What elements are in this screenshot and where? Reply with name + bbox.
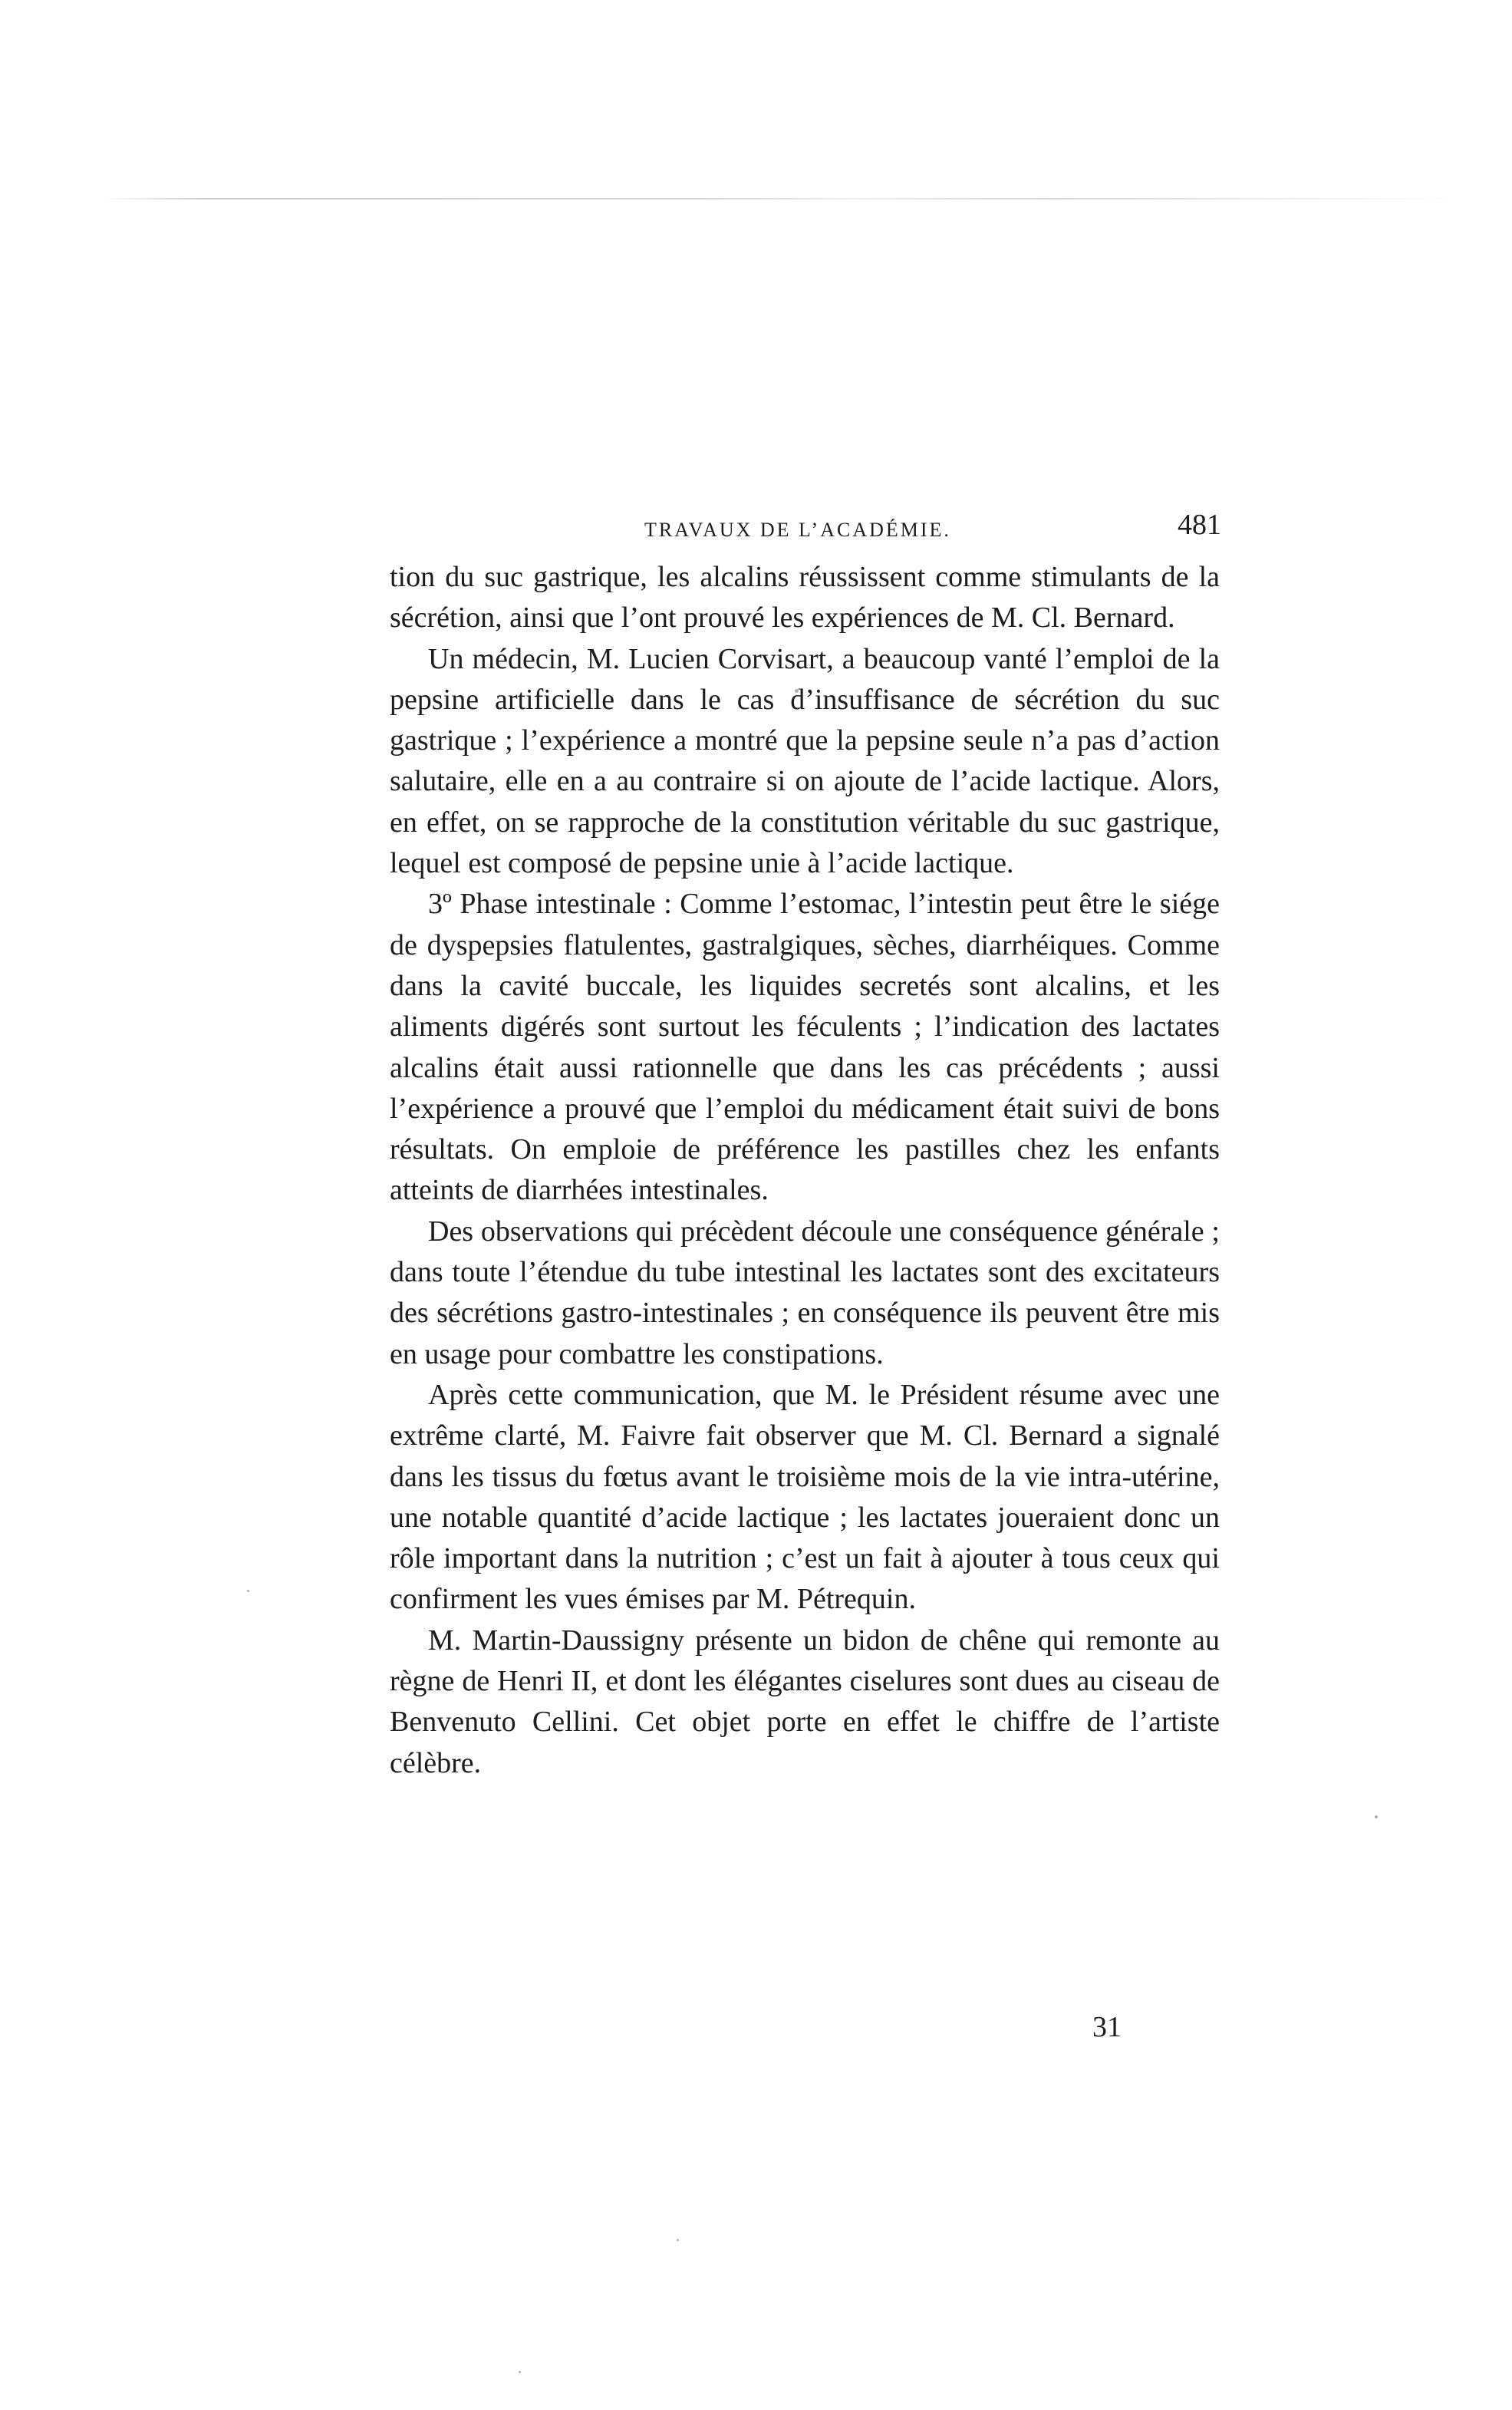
scan-artifact-line: [100, 198, 1465, 199]
scan-speck: [1375, 1815, 1378, 1818]
page-number: 481: [1178, 509, 1221, 541]
paragraph-continuation: tion du suc gastrique, les alcalins réussissent comme stimulants de la sécrétion, ainsi que l’ont prouvé les expériences de M. Cl. Bernard.: [390, 561, 1220, 635]
body-text: [390, 557, 1220, 1784]
scan-speck: [519, 2371, 521, 2373]
scan-speck: [677, 2239, 679, 2241]
scan-speck: [795, 689, 799, 693]
paragraph-corvisart: Un médecin, M. Lucien Corvisart, a beaucoup vanté l’emploi de la pepsine artificielle dans le cas d’insuffisance de sécrétion du suc gastrique ; l’expérience a montré que la pepsine seule n’a pas d’action salutaire, elle en a au contraire si on ajoute de l’acide lactique. Alors, en effet, on se rapproche de la constitution véritable du suc gastrique, lequel est composé de pepsine unie à l’acide lactique.: [390, 642, 1220, 880]
printer-signature: 31: [1092, 2011, 1122, 2043]
paragraph-consequence: Des observations qui précèdent découle une conséquence générale ; dans toute l’étendue du tube intestinal les lactates sont des excitateurs des sécrétions gastro-intestinales ; en conséquence ils peuvent être mis en usage pour combattre les constipations.: [390, 1215, 1220, 1370]
paragraph-martin-daussigny: M. Martin-Daussigny présente un bidon de chêne qui remonte au règne de Henri II, et dont les élégantes ciselures sont dues au ciseau de Benvenuto Cellini. Cet objet porte en effet le chiffre de l’artiste célèbre.: [390, 1624, 1220, 1779]
running-title: TRAVAUX DE L’ACADÉMIE.: [644, 519, 951, 541]
paragraph-faivre: Après cette communication, que M. le Président résume avec une extrême clarté, M. Faivre fait observer que M. Cl. Bernard a signalé dans les tissus du fœtus avant le troisième mois de la vie intra-utérine, une notable quantité d’acide lactique ; les lactates joueraient donc un rôle important dans la nutrition ; c’est un fait à ajouter à tous ceux qui confirment les vues émises par M. Pétrequin.: [390, 1378, 1220, 1616]
scan-speck: [247, 1590, 249, 1592]
paragraph-phase-intestinale: 3º Phase intestinale : Comme l’estomac, l’intestin peut être le siége de dyspepsies flatulentes, gastralgiques, sèches, diarrhéiques. Comme dans la cavité buccale, les liquides secretés sont alcalins, et les aliments digérés sont surtout les féculents ; l’indication des lactates alcalins était aussi rationnelle que dans les cas précédents ; aussi l’expérience a prouvé que l’emploi du médicament était suivi de bons résultats. On emploie de préférence les pastilles chez les enfants atteints de diarrhées intestinales.: [390, 888, 1220, 1207]
running-head: [361, 508, 1266, 554]
